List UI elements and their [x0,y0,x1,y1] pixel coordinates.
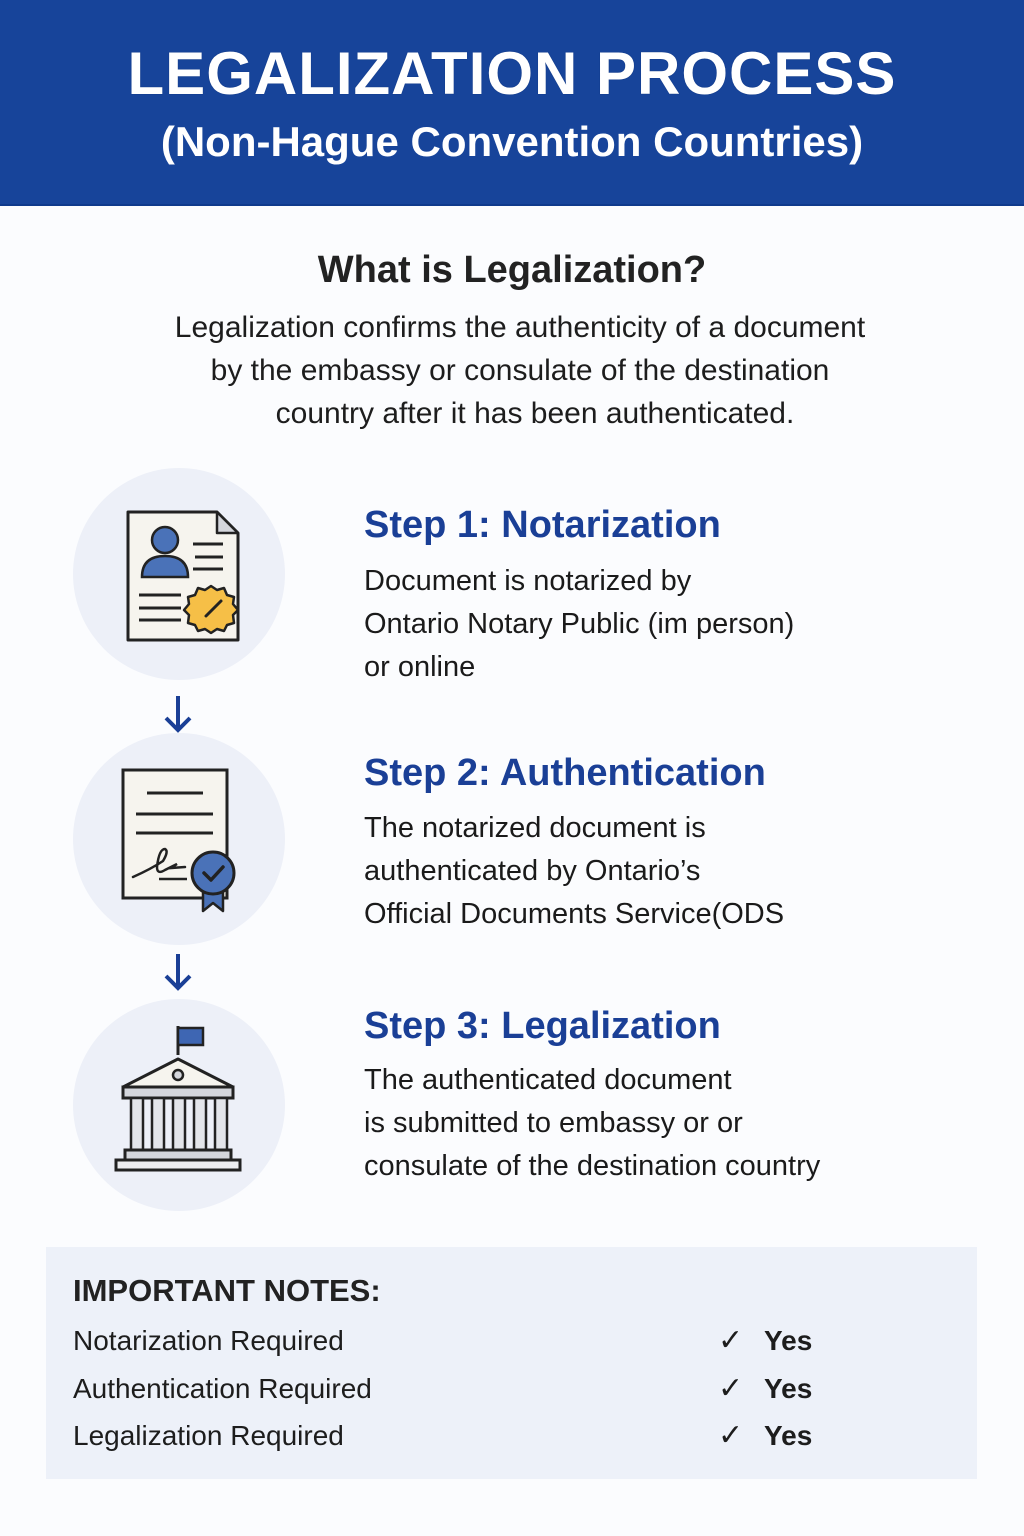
step-2-title: Step 2: Authentication [364,752,766,794]
note-label: Authentication Required [73,1373,372,1404]
intro-line: by the embassy or consulate of the destination [210,354,830,387]
note-label: Notarization Required [73,1325,344,1356]
page-subtitle: (Non-Hague Convention Countries) [160,118,864,165]
note-value: Yes [764,1420,813,1451]
note-value: Yes [764,1373,813,1404]
note-row-authentication [73,1369,953,1409]
step-desc-line: or online [364,651,476,683]
step-desc-line: consulate of the destination country [364,1150,821,1182]
step-3-icon-circle [73,999,285,1211]
arrow-down-icon [160,952,196,994]
checkmark-icon: ✓ [718,1419,744,1452]
step-desc-line: The notarized document is [364,812,706,844]
note-row-legalization [73,1416,953,1456]
step-desc-line: Ontario Notary Public (im person) [364,608,795,640]
notes-title: IMPORTANT NOTES: [73,1273,381,1308]
step-desc-line: authenticated by Ontario’s [364,855,701,887]
checkmark-icon: ✓ [718,1372,744,1405]
step-1-title: Step 1: Notarization [364,504,721,546]
step-2-description [364,807,964,936]
note-value: Yes [764,1325,813,1356]
header-banner [0,0,1024,206]
intro-heading: What is Legalization? [317,249,707,291]
signed-certificate-icon [73,733,285,945]
notarized-document-icon [73,468,285,680]
checkmark-icon: ✓ [718,1324,744,1357]
note-label: Legalization Required [73,1420,344,1451]
step-desc-line: Document is notarized by [364,565,692,597]
important-notes-panel [46,1247,977,1479]
step-desc-line: The authenticated document [364,1064,732,1096]
step-1-icon-circle [73,468,285,680]
intro-body [100,306,940,435]
step-2-icon-circle [73,733,285,945]
arrow-down-icon [160,694,196,736]
step-desc-line: Official Documents Service(ODS [364,898,785,930]
step-3-description [364,1059,964,1188]
embassy-building-icon [73,999,285,1211]
step-3-title: Step 3: Legalization [364,1005,721,1047]
step-desc-line: is submitted to embassy or or [364,1107,743,1139]
note-row-notarization [73,1321,953,1361]
intro-line: country after it has been authenticated. [275,397,795,430]
intro-line: Legalization confirms the authenticity of a document [174,311,866,344]
page-title: LEGALIZATION PROCESS [127,40,897,107]
step-1-description [364,560,964,689]
